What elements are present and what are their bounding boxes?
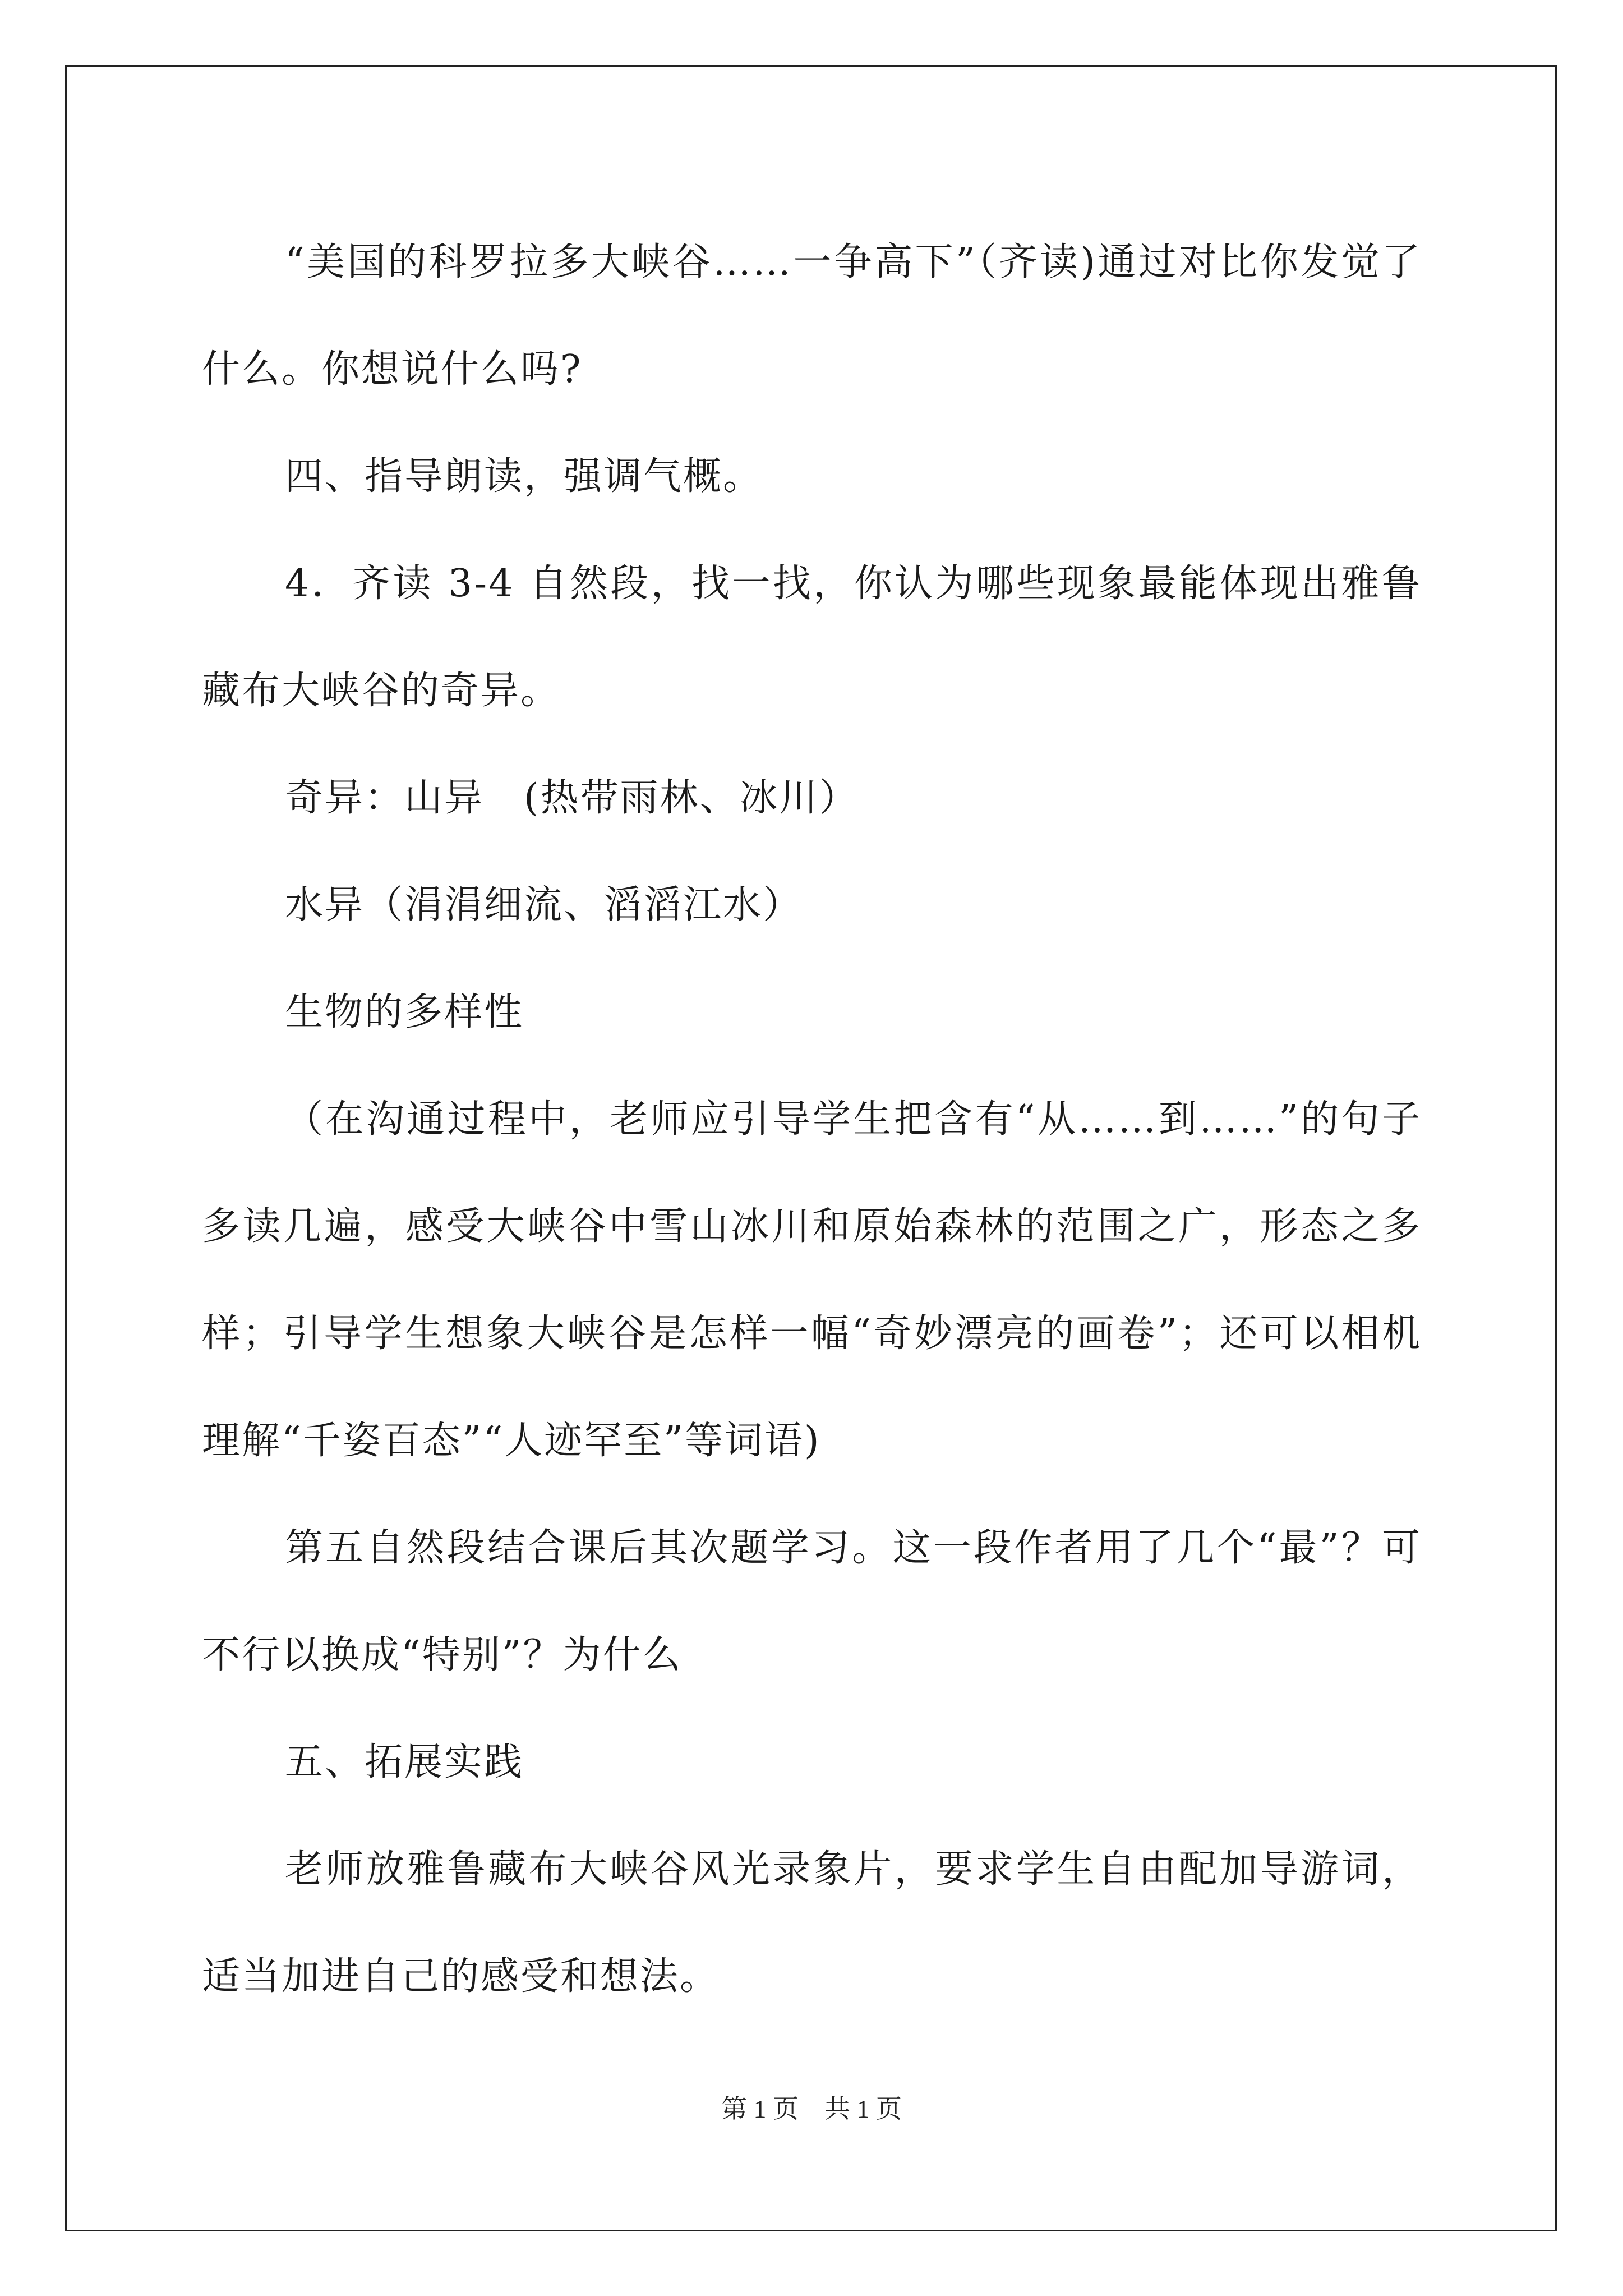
paragraph: 4．齐读 3-4 自然段，找一找，你认为哪些现象最能体现出雅鲁藏布大峡谷的奇异。 bbox=[202, 562, 1422, 713]
paragraph: 第五自然段结合课后其次题学习。这一段作者用了几个“最”？可不行以换成“特别”？为什么 bbox=[202, 1526, 1422, 1677]
paragraph: 水异（涓涓细流、滔滔江水） bbox=[285, 883, 803, 927]
section-heading: 四、指导朗读，强调气概。 bbox=[285, 454, 763, 499]
page-number-footer: 第 1 页 共 1 页 bbox=[721, 2095, 902, 2123]
paragraph: 生物的多样性 bbox=[285, 990, 524, 1034]
paragraph: 老师放雅鲁藏布大峡谷风光录象片，要求学生自由配加导游词，适当加进自己的感受和想法。 bbox=[202, 1847, 1422, 1999]
paragraph: “美国的科罗拉多大峡谷……一争高下”（齐读)通过对比你发觉了什么。你想说什么吗? bbox=[202, 240, 1422, 392]
paragraph: （在沟通过程中，老师应引导学生把含有“从……到……”的句子多读几遍，感受大峡谷中雪山冰川和原始森林的范围之广，形态之多样；引导学生想象大峡谷是怎样一幅“奇妙漂亮的画卷”；还可以相机理解“千姿百态”“人迹罕至”等词语) bbox=[202, 1097, 1422, 1463]
document-body bbox=[202, 209, 1422, 2030]
paragraph: 奇异：山异 (热带雨林、冰川） bbox=[285, 776, 859, 820]
section-heading: 五、拓展实践 bbox=[285, 1740, 524, 1784]
